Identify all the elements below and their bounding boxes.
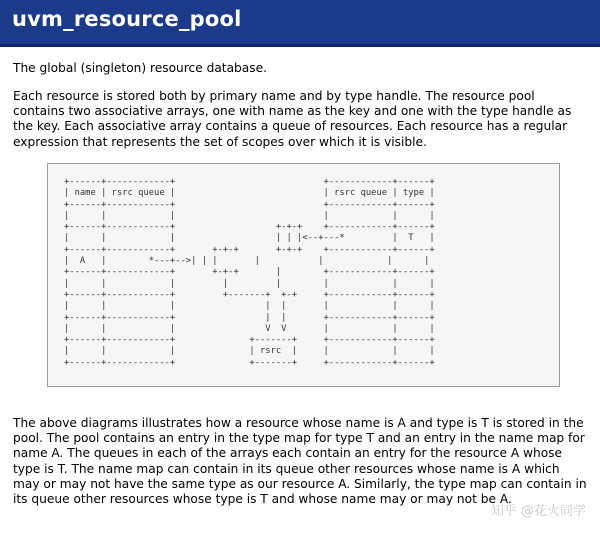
page-header — [0, 0, 600, 47]
watermark: 知乎 @花火同学 — [490, 504, 586, 519]
description-paragraph: Each resource is stored both by primary name and by type handle. The resource pool contains two associative arrays, one with name as the key and one with the type handle as the key. Each associative array contains a queue of resources. Each resource has a regular expression that represents the set of scopes over which it is visible. — [13, 89, 572, 149]
diagram-ascii-art: +------+------------+ +------------+------+ | name | rsrc queue | | rsrc queue | type | +------+------------+ +------------+------+ | | | | | | +------+------------+ +-+-+ +------------+------+ | | | | | |<--+---* | T | +------+------------+ +-+-+ +-+-+ +------------+------+ | A | *---+-->| | | | | | | +------+------------+ +-+-+ | +------------+------+ | | | | | | | | +------+------------+ +-------+ +-+ +------------+------+ | | | | | | | | +------+------------+ | | +------------+------+ | | | V V | | | +------+------------+ +-------+ +------------+------+ | | | | rsrc | | | | +------+------------+ +-------+ +------------+------+ — [64, 177, 435, 368]
intro-paragraph: The global (singleton) resource database. — [13, 61, 267, 75]
explanation-paragraph: The above diagrams illustrates how a resource whose name is A and type is T is stored in the pool. The pool contains an entry in the type map for type T and an entry in the name map for name A. The queues in each of the arrays each contain an entry for the resource A whose type is T. The name map can contain in its queue other resources whose name is A which may or may not have the same type as our resource A. Similarly, the type map can contain in its queue other resources whose type is T and whose name may or may not be A. — [13, 416, 587, 507]
resource-pool-diagram — [47, 163, 560, 387]
page-title: uvm_resource_pool — [12, 7, 242, 31]
